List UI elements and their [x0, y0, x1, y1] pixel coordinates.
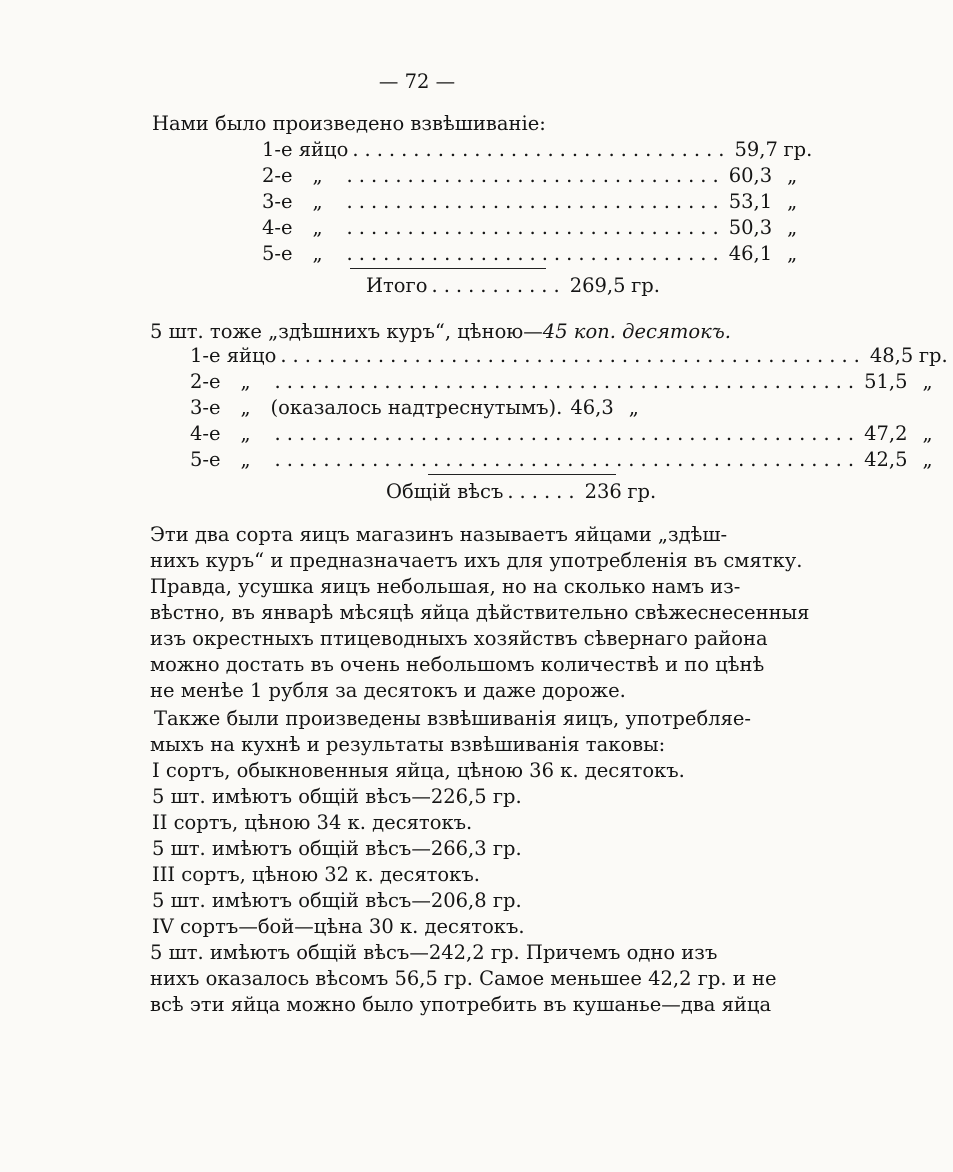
leader-dots: ...............................: [352, 138, 731, 161]
row-value: 48,5: [869, 344, 914, 367]
total-label: Итого: [366, 274, 428, 297]
leader-dots: ...............................: [346, 242, 725, 265]
leader-dots: ...............................: [346, 164, 725, 187]
ditto-mark: „: [240, 370, 251, 393]
list-item: IV сортъ—бой—цѣна 30 к. десятокъ.: [152, 915, 525, 938]
row-unit: „: [787, 242, 798, 265]
row-label: 4-е: [262, 216, 293, 239]
leader-dots: ................................................: [280, 344, 866, 367]
row-unit: „: [922, 370, 933, 393]
table-row: [262, 242, 798, 266]
table-row: [262, 138, 813, 162]
row-label: 3-е: [190, 396, 221, 419]
row-unit: „: [628, 396, 639, 419]
leader-dots: ................................................: [274, 448, 861, 471]
row-unit: гр.: [918, 344, 948, 367]
list-item: II сортъ, цѣною 34 к. десятокъ.: [152, 811, 473, 834]
ditto-mark: „: [312, 242, 323, 265]
ditto-mark: „: [312, 216, 323, 239]
list-item: 5 шт. имѣютъ общій вѣсъ—226,5 гр.: [152, 785, 522, 808]
row-unit: „: [787, 164, 798, 187]
row-unit: „: [922, 422, 933, 445]
row-unit: гр.: [783, 138, 813, 161]
weighing-intro: Нами было произведено взвѣшиваніе:: [152, 112, 546, 135]
heading-text: 5 шт. тоже „здѣшнихъ куръ“, цѣною—: [150, 320, 543, 343]
leader-dots: ......: [507, 480, 581, 503]
table-row: [262, 164, 798, 188]
row-unit: „: [787, 190, 798, 213]
row-label: 1-е яйцо: [262, 138, 349, 161]
total-value: 269,5: [569, 274, 626, 297]
row-unit: „: [787, 216, 798, 239]
row-value: 46,3: [570, 396, 614, 419]
total-label: Общій вѣсъ: [386, 480, 504, 503]
total-unit: гр.: [627, 480, 657, 503]
leader-dots: ...........: [431, 274, 566, 297]
leader-dots: ................................................: [274, 370, 861, 393]
text-line: всѣ эти яйца можно было употребить въ кушанье—два яйца: [150, 993, 772, 1016]
text-line: Правда, усушка яицъ небольшая, но на сколько намъ из-: [150, 575, 741, 598]
row-label: 4-е: [190, 422, 221, 445]
row-value: 46,1: [728, 242, 773, 265]
row-label: 2-е: [262, 164, 293, 187]
heading-price: 45 коп. десятокъ.: [542, 320, 731, 343]
row-value: 53,1: [728, 190, 773, 213]
ditto-mark: „: [240, 422, 251, 445]
leader-dots: ...............................: [346, 216, 725, 239]
row-value: 50,3: [728, 216, 773, 239]
second-set-heading: [150, 320, 731, 344]
sum-rule: [428, 474, 616, 475]
paragraph: [150, 706, 752, 758]
table-row: [190, 422, 933, 446]
text-line: Также были произведены взвѣшиванія яицъ, употребляе-: [154, 707, 752, 730]
row-value: 51,5: [864, 370, 908, 393]
row-label: 2-е: [190, 370, 221, 393]
sum-rule: [350, 268, 546, 269]
ditto-mark: „: [312, 164, 323, 187]
ditto-mark: „: [240, 448, 251, 471]
page-number: — 72 —: [378, 70, 456, 93]
row-unit: „: [922, 448, 933, 471]
ditto-mark: „: [312, 190, 323, 213]
text-line: не менѣе 1 рубля за десятокъ и даже дороже.: [150, 679, 626, 702]
text-line: изъ окрестныхъ птицеводныхъ хозяйствъ сѣвернаго района: [150, 627, 768, 650]
table-row: [190, 396, 639, 420]
row-label: 1-е яйцо: [190, 344, 277, 367]
total-unit: гр.: [631, 274, 660, 297]
text-line: можно достать въ очень небольшомъ количествѣ и по цѣнѣ: [150, 653, 765, 676]
ditto-mark: „: [240, 396, 251, 419]
total-row: [366, 274, 660, 298]
row-label: 5-е: [262, 242, 293, 265]
row-value: 59,7: [734, 138, 778, 161]
row-value: 42,5: [864, 448, 908, 471]
leader-dots: ................................................: [274, 422, 861, 445]
text-line: мыхъ на кухнѣ и результаты взвѣшиванія таковы:: [150, 733, 666, 756]
table-row: [262, 216, 798, 240]
row-value: 47,2: [864, 422, 908, 445]
paragraph: [150, 522, 810, 704]
list-item: 5 шт. имѣютъ общій вѣсъ—266,3 гр.: [152, 837, 522, 860]
total-row: [386, 480, 657, 504]
row-value: 60,3: [728, 164, 773, 187]
leader-dots: ...............................: [346, 190, 725, 213]
table-row: [190, 370, 933, 394]
list-item: I сортъ, обыкновенныя яйца, цѣною 36 к. десятокъ.: [152, 759, 685, 782]
total-value: 236: [584, 480, 622, 503]
sorts-list: [152, 758, 692, 940]
row-label: 5-е: [190, 448, 221, 471]
list-item: III сортъ, цѣною 32 к. десятокъ.: [152, 863, 480, 886]
table-row: [190, 448, 933, 472]
text-line: Эти два сорта яицъ магазинъ называетъ яйцами „здѣш-: [150, 523, 728, 546]
row-note: (оказалось надтреснутымъ).: [270, 396, 563, 419]
table-row: [262, 190, 798, 214]
text-line: 5 шт. имѣютъ общій вѣсъ—242,2 гр. Причемъ одно изъ: [150, 941, 718, 964]
paragraph: [150, 940, 777, 1018]
text-line: нихъ куръ“ и предназначаетъ ихъ для употребленія въ смятку.: [150, 549, 803, 572]
list-item: 5 шт. имѣютъ общій вѣсъ—206,8 гр.: [152, 889, 522, 912]
table-row: [190, 344, 948, 368]
text-line: вѣстно, въ январѣ мѣсяцѣ яйца дѣйствительно свѣжеснесенныя: [150, 601, 810, 624]
text-line: нихъ оказалось вѣсомъ 56,5 гр. Самое меньшее 42,2 гр. и не: [150, 967, 777, 990]
row-label: 3-е: [262, 190, 293, 213]
